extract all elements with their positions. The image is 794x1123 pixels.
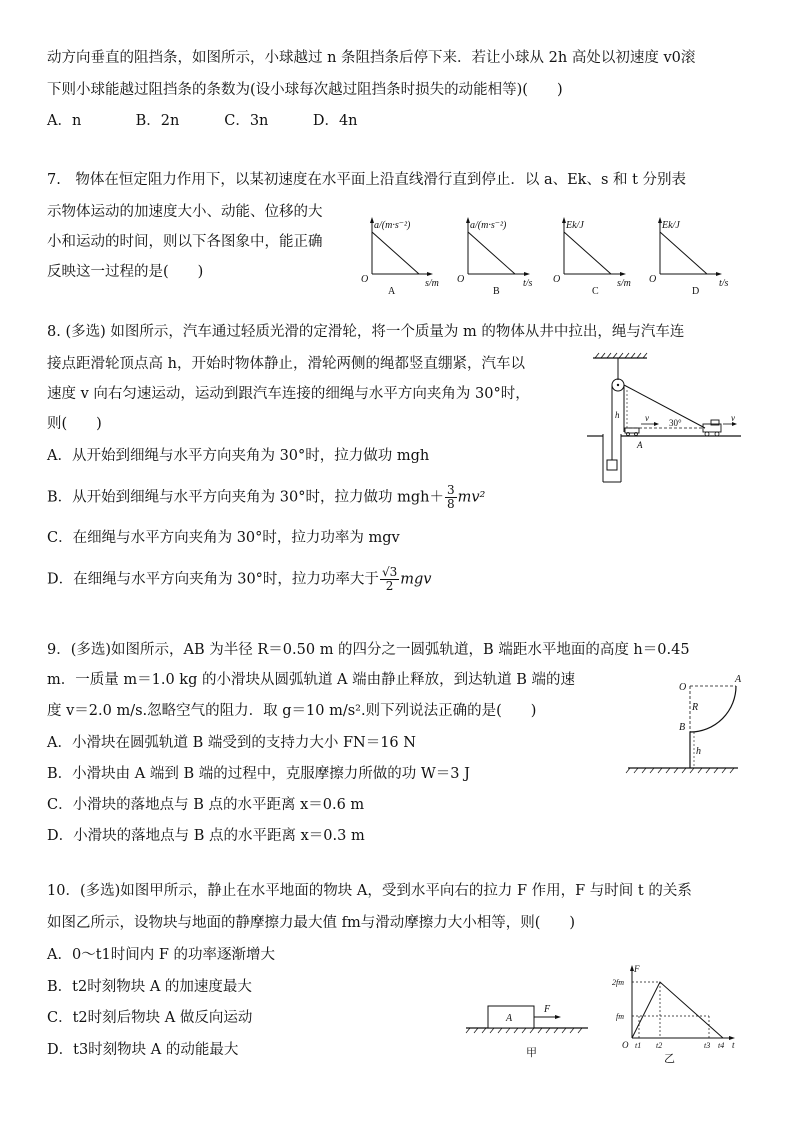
q9-option-c: C．小滑块的落地点与 B 点的水平距离 x＝0.6 m [47, 797, 365, 813]
q8-pulley-figure [585, 352, 745, 484]
q6-option-c: C．3n [224, 113, 269, 129]
q8-option-b-text: B．从开始到细绳与水平方向夹角为 30°时，拉力做功 mgh＋ [47, 489, 444, 506]
q8-option-d-fraction [380, 566, 399, 593]
q10-figure-jia [464, 996, 614, 1062]
q8-fig-h-label: h [615, 410, 620, 420]
q7-graph-b-origin: O [457, 274, 465, 285]
q7-graph-c-ylabel: Ek/J [566, 220, 584, 231]
q9-line-3: 度 v＝2.0 m/s.忽略空气的阻力．取 g＝10 m/s².则下列说法正确的是( ) [47, 703, 537, 719]
q10-fig-yi-t4: t4 [718, 1041, 725, 1050]
q10-fig-yi-xlabel: t [732, 1040, 735, 1050]
q7-line-1: 7. 物体在恒定阻力作用下，以某初速度在水平面上沿直线滑行直到停止．以 a、Ek、s 和 t 分别表 [47, 172, 687, 188]
q7-line-3: 小和运动的时间，则以下各图象中，能正确 [47, 234, 323, 250]
q8-line-4: 则( ) [47, 416, 102, 432]
q7-graphs-figure [355, 212, 745, 298]
q7-graph-a-xlabel: s/m [425, 278, 439, 289]
q6-line-1: 动方向垂直的阻挡条，如图所示，小球越过 n 条阻挡条后停下来．若让小球从 2h 高处以初速度 v0滚 [47, 50, 696, 66]
q10-block-label: A [506, 1013, 513, 1024]
q8-option-d-text: D．在细绳与水平方向夹角为 30°时，拉力功率大于 [47, 571, 379, 588]
q7-graph-b-xlabel: t/s [523, 278, 533, 289]
q10-line-2: 如图乙所示，设物块与地面的静摩擦力最大值 fm与滑动摩擦力大小相等，则( ) [47, 915, 576, 931]
q10-option-b: B．t2时刻物块 A 的加速度最大 [47, 979, 252, 995]
q9-line-1: 9．(多选)如图所示，AB 为半径 R＝0.50 m 的四分之一圆弧轨道，B 端距水平地面的高度 h＝0.45 [47, 642, 690, 658]
q6-option-b: B．2n [135, 113, 180, 129]
q8-option-b-numerator: 3 [446, 483, 455, 497]
q9-option-a: A．小滑块在圆弧轨道 B 端受到的支持力大小 FN＝16 N [47, 735, 416, 751]
q10-fig-yi-t2: t2 [656, 1041, 663, 1050]
q10-option-d: D．t3时刻物块 A 的动能最大 [47, 1042, 239, 1058]
q8-line-2: 接点距滑轮顶点高 h，开始时物体静止，滑轮两侧的绳都竖直绷紧，汽车以 [47, 356, 525, 372]
q8-option-d-denominator: 2 [385, 579, 394, 593]
q7-graph-d-xlabel: t/s [719, 278, 729, 289]
q9-option-b: B．小滑块由 A 端到 B 端的过程中，克服摩擦力所做的功 W＝3 J [47, 766, 470, 782]
q9-line-2: m．一质量 m＝1.0 kg 的小滑块从圆弧轨道 A 端由静止释放，到达轨道 B 端的速 [47, 672, 576, 688]
q9-option-d: D．小滑块的落地点与 B 点的水平距离 x＝0.3 m [47, 828, 365, 844]
q6-line-2: 下则小球能越过阻挡条的条数为(设小球每次越过阻挡条时损失的动能相等)( ) [47, 82, 563, 98]
q8-option-a: A．从开始到细绳与水平方向夹角为 30°时，拉力做功 mgh [47, 448, 430, 464]
q6-options [47, 111, 358, 131]
q8-line-1: 8. (多选) 如图所示，汽车通过轻质光滑的定滑轮，将一个质量为 m 的物体从井中拉出，绳与汽车连 [47, 324, 685, 340]
q9-fig-o-label: O [679, 682, 687, 693]
q10-fig-yi-2fm: 2fm [612, 978, 624, 987]
q10-force-label: F [544, 1004, 551, 1015]
q9-fig-a-label: A [735, 674, 742, 685]
q8-option-d [47, 566, 431, 593]
q10-line-1: 10．(多选)如图甲所示，静止在水平地面的物块 A，受到水平向右的拉力 F 作用，F 与时间 t 的关系 [47, 883, 692, 899]
q10-option-a: A．0～t1时间内 F 的功率逐渐增大 [47, 947, 276, 963]
q8-fig-v-label-2: v [731, 413, 735, 423]
q6-option-d: D．4n [312, 113, 358, 129]
q6-option-a: A．n [47, 113, 82, 129]
q8-object-box [607, 460, 617, 470]
q7-graph-d [649, 217, 729, 297]
q7-graph-d-origin: O [649, 274, 657, 285]
q7-graph-c [553, 217, 631, 297]
q7-graph-a [361, 217, 439, 297]
q8-fig-a-label: A [637, 440, 643, 450]
q10-option-c: C．t2时刻后物块 A 做反向运动 [47, 1010, 253, 1026]
q10-fig-yi-fm: fm [616, 1012, 624, 1021]
q8-option-b [47, 484, 485, 511]
q9-fig-h-label: h [696, 746, 701, 757]
q7-graph-d-ylabel: Ek/J [662, 220, 680, 231]
q7-graph-a-ylabel: a/(m·s⁻²) [374, 220, 411, 231]
q10-fig-yi-origin: O [622, 1040, 629, 1050]
q8-option-b-tail: mv² [457, 489, 486, 506]
q7-graph-a-caption: A [388, 286, 396, 297]
q10-fig-yi-ylabel: F [634, 964, 640, 974]
q8-fig-v-label-1: v [645, 413, 649, 423]
q10-fig-yi-t1: t1 [635, 1041, 642, 1050]
q7-line-2: 示物体运动的加速度大小、动能、位移的大 [47, 204, 323, 220]
q10-fig-yi-t3: t3 [704, 1041, 711, 1050]
q7-graph-c-xlabel: s/m [617, 278, 631, 289]
q8-option-b-denominator: 8 [446, 497, 455, 511]
q8-option-c: C．在细绳与水平方向夹角为 30°时，拉力功率为 mgv [47, 530, 400, 546]
q7-graph-b-ylabel: a/(m·s⁻²) [470, 220, 507, 231]
q8-line-3: 速度 v 向右匀速运动，运动到跟汽车连接的细绳与水平方向夹角为 30°时， [47, 386, 530, 402]
q9-fig-r-label: R [692, 702, 699, 713]
q8-option-d-numerator: √3 [381, 565, 398, 579]
q7-graph-b-caption: B [493, 286, 500, 297]
q8-fig-angle-label: 30° [669, 418, 682, 428]
q10-fig-yi-caption: 乙 [664, 1053, 675, 1064]
q7-graph-c-caption: C [592, 286, 599, 297]
q10-fig-jia-caption: 甲 [526, 1047, 537, 1059]
q7-graph-c-origin: O [553, 274, 561, 285]
q7-graph-d-caption: D [692, 286, 700, 297]
q8-option-b-fraction [445, 484, 457, 511]
q7-line-4: 反映这一过程的是( ) [47, 264, 204, 280]
q9-arc-track-figure [622, 668, 750, 778]
q9-fig-b-label: B [679, 722, 686, 733]
q7-graph-b [457, 217, 533, 297]
q10-figure-yi [612, 960, 752, 1064]
q8-option-d-tail: mgv [400, 571, 432, 588]
q7-graph-a-origin: O [361, 274, 369, 285]
